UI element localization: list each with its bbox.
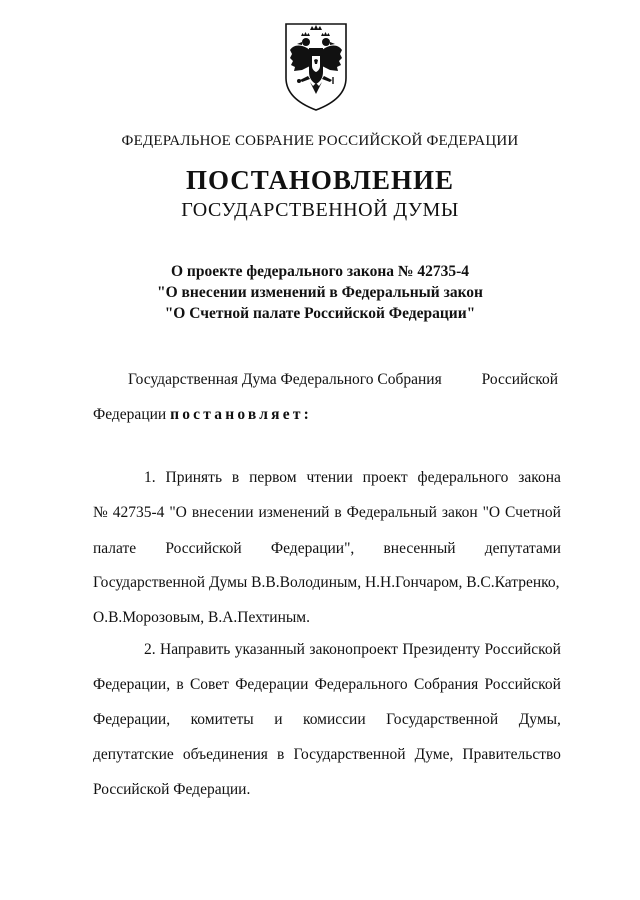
word: Государственной (293, 746, 406, 763)
word: объединения (182, 746, 268, 763)
issuing-body: ГОСУДАРСТВЕННОЙ ДУМЫ (181, 199, 459, 221)
word: Российской (165, 540, 242, 557)
word: Федерации (235, 676, 309, 693)
word: проект (362, 469, 408, 486)
subject-line-2: "О внесении изменений в Федеральный закон (157, 284, 483, 301)
item1-line-2 (93, 503, 561, 523)
word: Российской (484, 641, 561, 658)
word: Думе, (414, 746, 454, 763)
word: в (231, 469, 240, 486)
word: 1. (144, 469, 156, 486)
word: чтении (306, 469, 353, 486)
word: Федеральный (346, 504, 437, 521)
word: палате (93, 540, 137, 557)
word: Федерации", (270, 540, 355, 557)
word: Направить (160, 641, 231, 658)
word: Думы, (518, 711, 561, 728)
word: Собрания (413, 676, 479, 693)
word: Российской (481, 371, 558, 388)
item1-line-1 (144, 468, 561, 488)
preamble-line-2 (93, 405, 561, 425)
subject-line-1: О проекте федерального закона № 42735-4 (170, 263, 469, 280)
word: внесении (191, 504, 254, 521)
word: в (176, 676, 184, 693)
word: Российской (484, 676, 561, 693)
word: закона (518, 469, 561, 486)
decree-word: постановляет: (170, 406, 312, 423)
word: первом (249, 469, 297, 486)
item1-line-3 (93, 539, 561, 559)
word: Правительство (462, 746, 561, 763)
item2-line-1 (144, 640, 561, 660)
word: депутатами (484, 540, 561, 557)
word: федерального (417, 469, 509, 486)
word: в (277, 746, 285, 763)
word: "О (169, 504, 187, 521)
item1-line-4: Государственной Думы В.В.Володиным, Н.Н.Гончаром, В.С.Катренко, (93, 574, 560, 591)
preamble-line-1 (128, 370, 558, 390)
word: Федерации, (93, 711, 171, 728)
word: "О (482, 504, 501, 521)
word: в (334, 504, 342, 521)
word: № (93, 504, 108, 521)
document-type: ПОСТАНОВЛЕНИЕ (185, 165, 455, 195)
item2-line-2 (93, 675, 561, 695)
item2-line-4 (93, 745, 561, 765)
word: комиссии (302, 711, 366, 728)
word: Принять (165, 469, 223, 486)
word: Счетной (505, 504, 561, 521)
word: 42735-4 (112, 504, 165, 521)
item1-line-5: О.В.Морозовым, В.А.Пехтиным. (93, 609, 310, 626)
item2-line-5: Российской Федерации. (93, 781, 251, 798)
word: депутатские (93, 746, 174, 763)
word: Федерального (314, 676, 408, 693)
document-subject (0, 261, 640, 324)
word: Федерации, (93, 676, 171, 693)
word: указанный (234, 641, 305, 658)
word: внесенный (383, 540, 456, 557)
word: законопроект (309, 641, 398, 658)
word: Совет (189, 676, 229, 693)
word: изменений (258, 504, 330, 521)
organization-name: ФЕДЕРАЛЬНОЕ СОБРАНИЕ РОССИЙСКОЙ ФЕДЕРАЦИИ (121, 133, 519, 149)
subject-line-3: "О Счетной палате Российской Федерации" (164, 305, 476, 322)
word: Президенту (402, 641, 481, 658)
word: и (274, 711, 283, 728)
word: 2. (144, 641, 156, 658)
word: закон (441, 504, 478, 521)
word: Федерации (93, 406, 167, 423)
word: Государственная Дума Федерального Собрания (128, 371, 442, 388)
double-headed-eagle-icon (280, 20, 352, 112)
word: комитеты (190, 711, 254, 728)
state-emblem (280, 20, 352, 112)
word: Государственной (386, 711, 499, 728)
item2-line-3 (93, 710, 561, 730)
